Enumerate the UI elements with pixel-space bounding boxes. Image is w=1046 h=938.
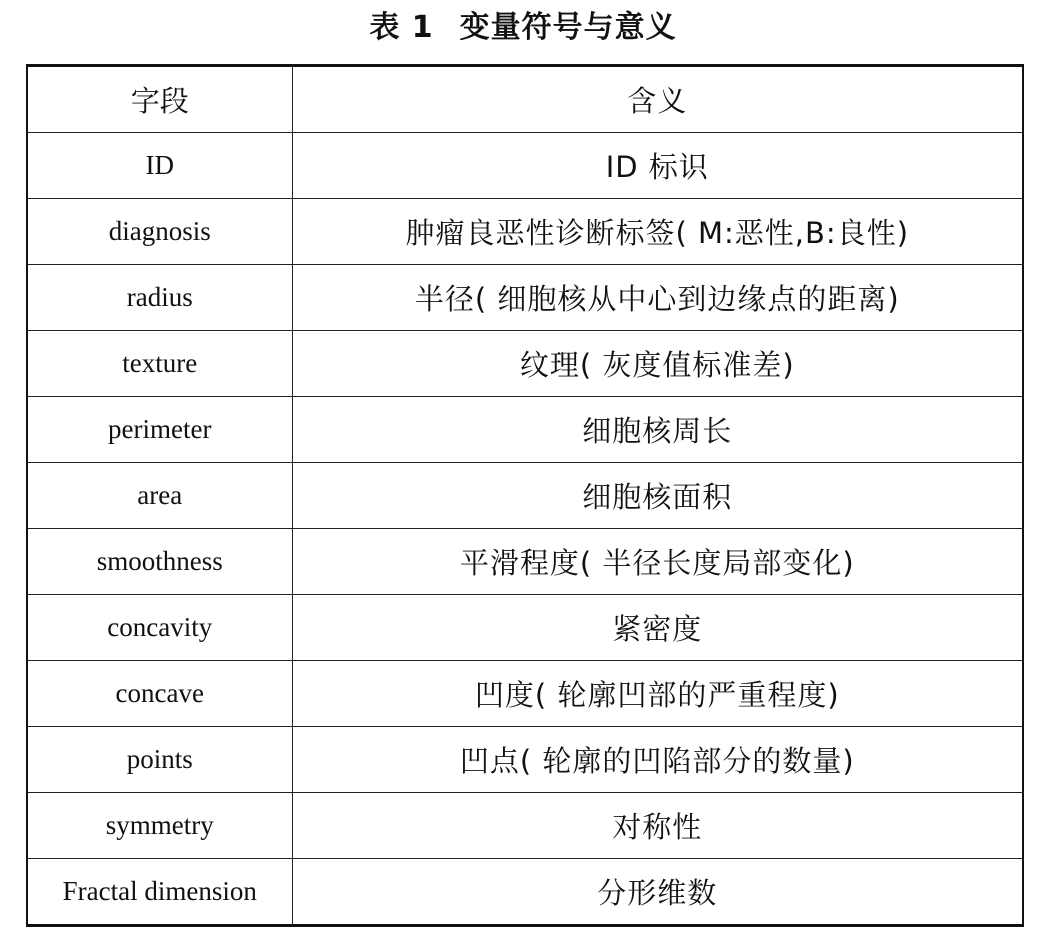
cell-meaning: 细胞核面积 (292, 463, 1023, 529)
cell-meaning: 半径( 细胞核从中心到边缘点的距离) (292, 265, 1023, 331)
cell-meaning: 平滑程度( 半径长度局部变化) (292, 529, 1023, 595)
cell-field: area (27, 463, 292, 529)
table-row (27, 265, 1023, 331)
table-row (27, 331, 1023, 397)
cell-field: Fractal dimension (27, 859, 292, 926)
cell-meaning: 凹度( 轮廓凹部的严重程度) (292, 661, 1023, 727)
table-row (27, 199, 1023, 265)
table-row (27, 859, 1023, 926)
cell-field: ID (27, 133, 292, 199)
table-number: 表 1 (369, 10, 434, 45)
table-row (27, 727, 1023, 793)
table-row (27, 793, 1023, 859)
cell-field: diagnosis (27, 199, 292, 265)
cell-field: symmetry (27, 793, 292, 859)
variable-table (26, 64, 1024, 927)
header-field: 字段 (27, 66, 292, 133)
cell-meaning: 肿瘤良恶性诊断标签( M:恶性,B:良性) (292, 199, 1023, 265)
table-caption (0, 8, 1046, 48)
table-row (27, 661, 1023, 727)
cell-meaning: 凹点( 轮廓的凹陷部分的数量) (292, 727, 1023, 793)
header-row (27, 66, 1023, 133)
table-row (27, 529, 1023, 595)
cell-field: perimeter (27, 397, 292, 463)
cell-field: radius (27, 265, 292, 331)
cell-field: concavity (27, 595, 292, 661)
table-row (27, 463, 1023, 529)
table-title: 变量符号与意义 (459, 10, 677, 45)
cell-meaning: 紧密度 (292, 595, 1023, 661)
cell-field: smoothness (27, 529, 292, 595)
cell-meaning: 对称性 (292, 793, 1023, 859)
cell-field: concave (27, 661, 292, 727)
table-row (27, 397, 1023, 463)
cell-meaning: 细胞核周长 (292, 397, 1023, 463)
cell-field: points (27, 727, 292, 793)
cell-meaning: ID 标识 (292, 133, 1023, 199)
cell-meaning: 纹理( 灰度值标准差) (292, 331, 1023, 397)
header-meaning: 含义 (292, 66, 1023, 133)
cell-meaning: 分形维数 (292, 859, 1023, 926)
cell-field: texture (27, 331, 292, 397)
table-row (27, 133, 1023, 199)
table-row (27, 595, 1023, 661)
